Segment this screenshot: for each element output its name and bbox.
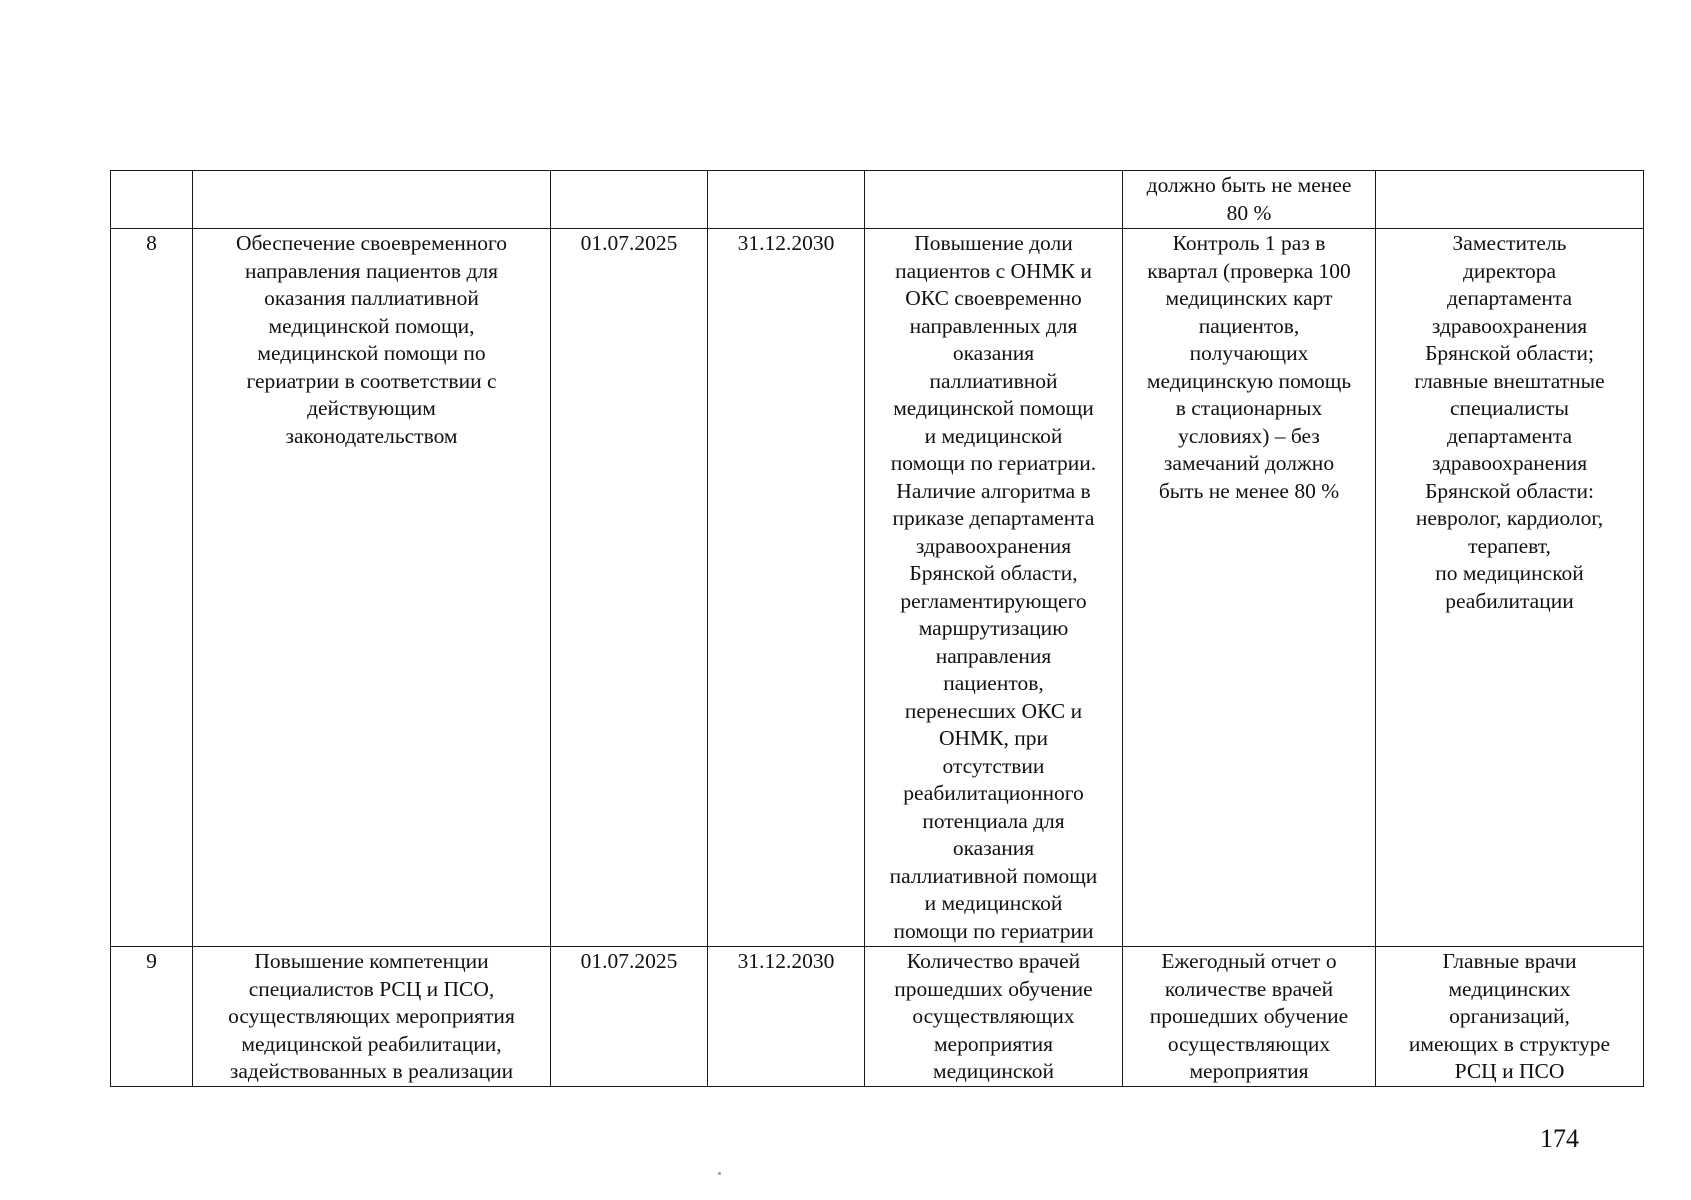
cell-start-date: 01.07.2025 [551,229,708,947]
cell-control: должно быть не менее 80 % [1123,171,1376,229]
cell-number [111,171,193,229]
cell-result: Количество врачей прошедших обучение осуществляющих мероприятия медицинской [865,947,1123,1087]
measures-table [110,170,1644,1087]
cell-event [193,171,551,229]
cell-event: Повышение компетенции специалистов РСЦ и ПСО, осуществляющих мероприятия медицинской реабилитации, задействованных в реализации [193,947,551,1087]
cell-number: 9 [111,947,193,1087]
cell-responsible [1376,171,1644,229]
table-row-continuation [111,171,1644,229]
cell-result [865,171,1123,229]
cell-start-date [551,171,708,229]
table-row [111,947,1644,1087]
cell-number: 8 [111,229,193,947]
cell-event: Обеспечение своевременного направления пациентов для оказания паллиативной медицинской помощи, медицинской помощи по гериатрии в соответствии с действующим законодательством [193,229,551,947]
table-row [111,229,1644,947]
cell-end-date: 31.12.2030 [708,229,865,947]
cell-control: Контроль 1 раз в квартал (проверка 100 медицинских карт пациентов, получающих медицинскую помощь в стационарных условиях) – без замечаний должно быть не менее 80 % [1123,229,1376,947]
cell-result: Повышение доли пациентов с ОНМК и ОКС своевременно направленных для оказания паллиативной медицинской помощи и медицинской помощи по гериатрии. Наличие алгоритма в приказе департамента здравоохранения Брянской области, регламентирующего маршрутизацию направления пациентов, перенесших ОКС и ОНМК, при отсутствии реабилитационного потенциала для оказания паллиативной помощи и медицинской помощи по гериатрии [865,229,1123,947]
scan-speck [718,1172,721,1175]
cell-start-date: 01.07.2025 [551,947,708,1087]
cell-responsible: Главные врачи медицинских организаций, имеющих в структуре РСЦ и ПСО [1376,947,1644,1087]
cell-end-date: 31.12.2030 [708,947,865,1087]
page-number: 174 [1540,1124,1579,1153]
cell-end-date [708,171,865,229]
cell-responsible: Заместитель директора департамента здравоохранения Брянской области; главные внештатные специалисты департамента здравоохранения Брянской области: невролог, кардиолог, терапевт, по медицинской реабилитации [1376,229,1644,947]
cell-control: Ежегодный отчет о количестве врачей прошедших обучение осуществляющих мероприятия [1123,947,1376,1087]
